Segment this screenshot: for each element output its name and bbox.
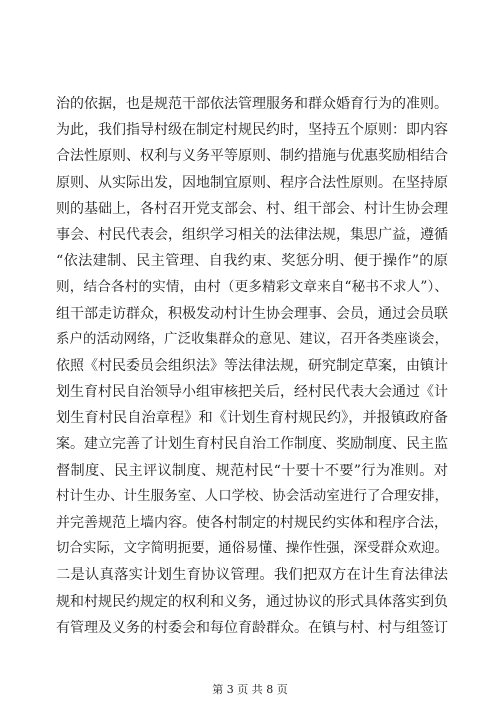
text-line: 案。建立完善了计划生育村民自治工作制度、奖励制度、民主监 [56,436,448,453]
text-line: 则的基础上，各村召开党支部会、村、组干部会、村计生协会理 [56,200,448,217]
text-line: 为此，我们指导村级在制定村规民约时，坚持五个原则：即内容 [56,122,448,139]
text-line: 二是认真落实计划生育协议管理。我们把双方在计生育法律法 [56,567,448,584]
text-line: 有管理及义务的村委会和每位育龄群众。在镇与村、村与组签订 [56,619,448,636]
text-line: 系户的活动网络，广泛收集群众的意见、建议，召开各类座谈会， [56,331,448,347]
text-line: 村计生办、计生服务室、人口学校、协会活动室进行了合理安排， [56,488,448,504]
text-line: “依法建制、民主管理、自我约束、奖惩分明、便于操作”的原 [56,253,448,270]
body-text [56,91,448,641]
text-line: 规和村规民约规定的权利和义务，通过协议的形式具体落实到负 [56,593,448,610]
text-line: 治的依据，也是规范干部依法管理服务和群众婚育行为的准则。 [56,96,448,112]
text-line: 原则、从实际出发，因地制宜原则、程序合法性原则。在坚持原 [56,174,448,191]
text-line: 并完善规范上墙内容。使各村制定的村规民约实体和程序合法， [56,515,448,531]
text-line: 切合实际，文字简明扼要，通俗易懂、操作性强，深受群众欢迎。 [56,541,448,557]
text-line: 督制度、民主评议制度、规范村民“十要十不要”行为准则。对 [56,462,448,479]
text-line: 划生育村民自治领导小组审核把关后，经村民代表大会通过《计 [56,384,448,401]
text-line: 则，结合各村的实情，由村（更多精彩文章来自“秘书不求人”）、 [56,279,448,296]
page-number: 第 3 页 共 8 页 [212,683,288,696]
text-line: 事会、村民代表会，组织学习相关的法律法规，集思广益，遵循 [56,226,448,243]
text-line: 依照《村民委员会组织法》等法律法规，研究制定草案，由镇计 [56,357,448,374]
text-line: 划生育村民自治章程》和《计划生育村规民约》，并报镇政府备 [56,410,448,427]
text-line: 组干部走访群众，积极发动村计生协会理事、会员，通过会员联 [56,305,448,322]
text-line: 合法性原则、权利与义务平等原则、制约措施与优惠奖励相结合 [56,148,448,165]
